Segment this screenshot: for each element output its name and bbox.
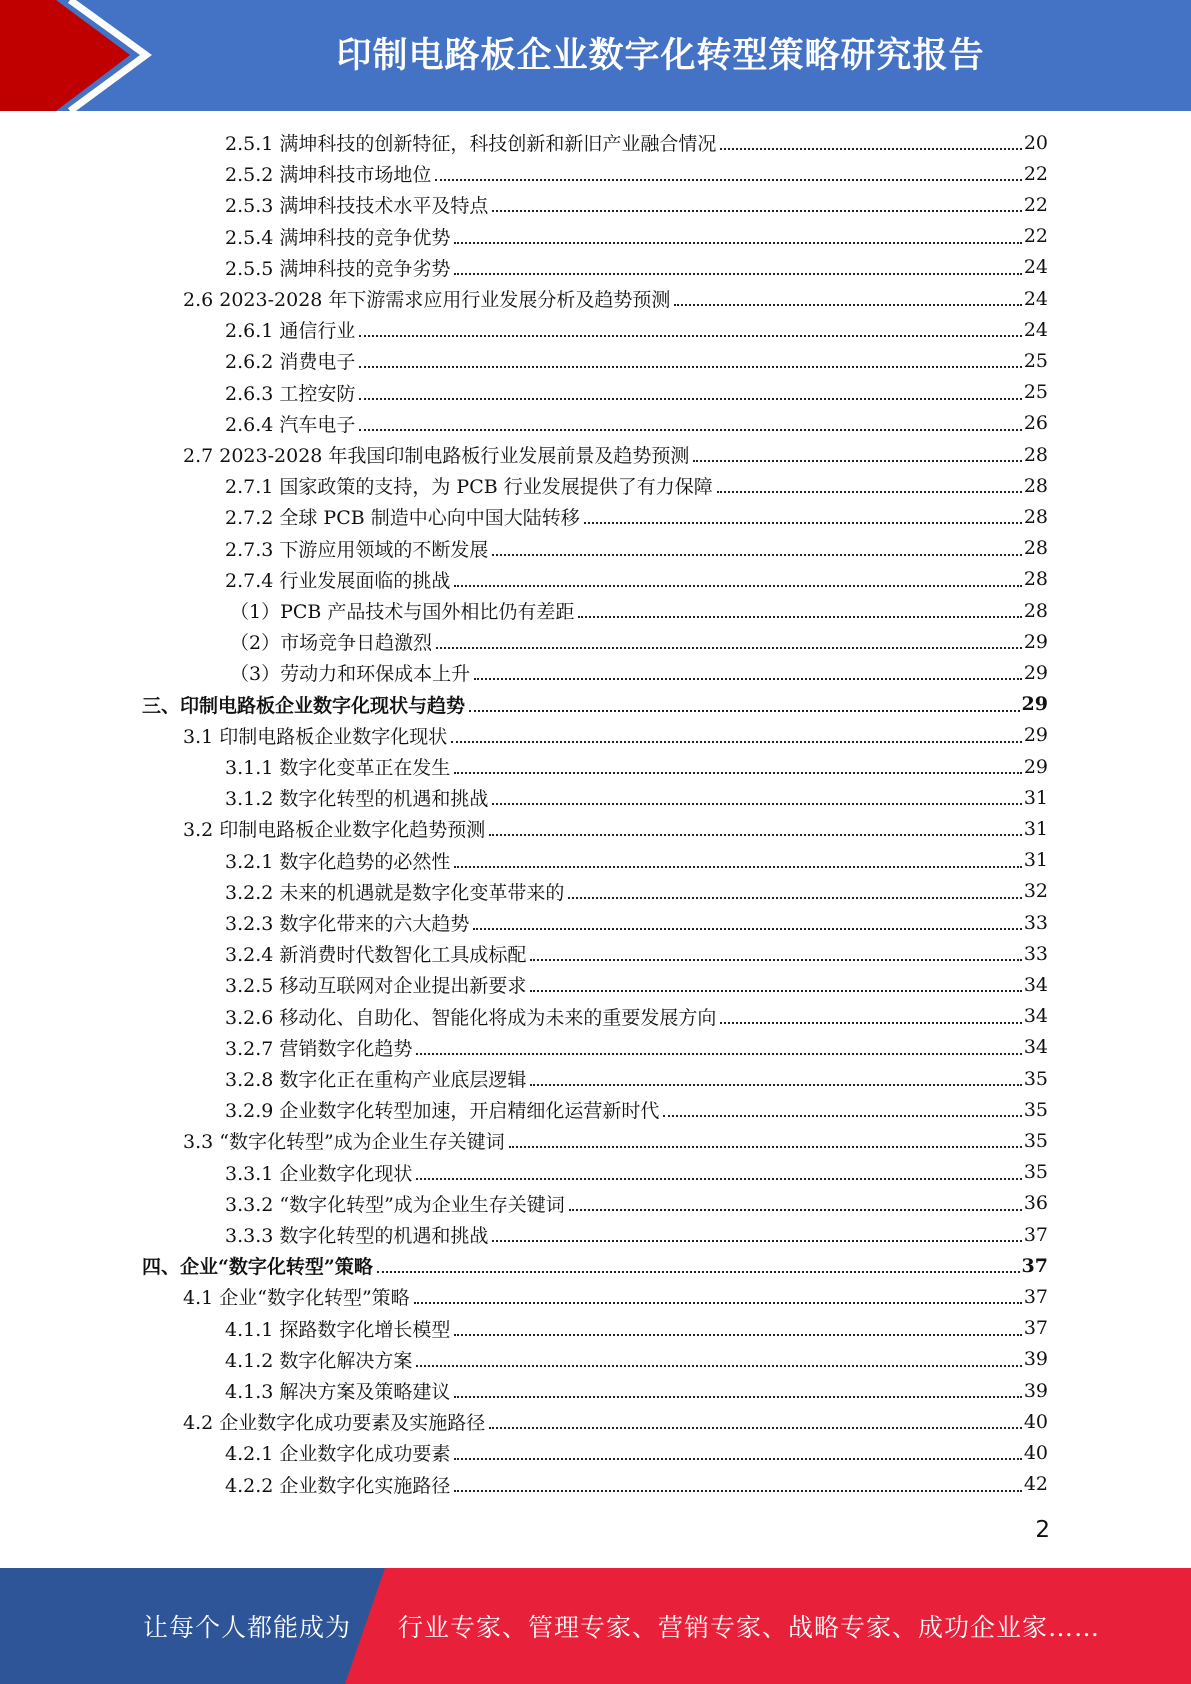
toc-entry[interactable] <box>225 314 1048 345</box>
toc-entry[interactable] <box>142 1250 1048 1281</box>
toc-dot-leader <box>509 1145 1022 1148</box>
toc-dot-leader <box>359 365 1021 368</box>
toc-entry[interactable] <box>225 1063 1048 1094</box>
toc-entry-page: 28 <box>1023 443 1048 466</box>
toc-entry-page: 28 <box>1023 474 1048 497</box>
toc-entry-page: 35 <box>1023 1098 1048 1121</box>
toc-entry[interactable] <box>230 657 1048 688</box>
toc-entry-title: 2.6.3 工控安防 <box>225 382 356 405</box>
toc-dot-leader <box>693 459 1021 462</box>
toc-entry[interactable] <box>142 689 1048 720</box>
toc-dot-leader <box>568 896 1021 899</box>
toc-entry-title: 2.6.4 汽车电子 <box>225 413 356 436</box>
toc-dot-leader <box>578 615 1021 618</box>
toc-entry-page: 28 <box>1023 568 1048 591</box>
toc-entry[interactable] <box>225 127 1048 158</box>
toc-entry[interactable] <box>183 813 1048 844</box>
toc-entry[interactable] <box>225 876 1048 907</box>
toc-dot-leader <box>663 1114 1021 1117</box>
toc-dot-leader <box>436 646 1022 649</box>
toc-dot-leader <box>454 1333 1021 1336</box>
page-footer <box>0 1568 1191 1684</box>
toc-entry-page: 24 <box>1023 256 1048 279</box>
toc-entry[interactable] <box>225 1188 1048 1219</box>
toc-entry[interactable] <box>225 1094 1048 1125</box>
toc-entry-title: 4.1 企业“数字化转型”策略 <box>183 1287 410 1310</box>
toc-dot-leader <box>454 771 1021 774</box>
toc-entry-page: 35 <box>1023 1129 1048 1152</box>
toc-entry[interactable] <box>183 439 1048 470</box>
toc-dot-leader <box>492 209 1021 212</box>
toc-entry-title: 3.1.2 数字化转型的机遇和挑战 <box>225 788 489 811</box>
page-header <box>0 0 1191 111</box>
toc-entry[interactable] <box>225 1469 1048 1500</box>
toc-dot-leader <box>454 1395 1021 1398</box>
toc-entry[interactable] <box>225 408 1048 439</box>
toc-dot-leader <box>584 521 1022 524</box>
toc-dot-leader <box>359 334 1021 337</box>
toc-dot-leader <box>530 958 1021 961</box>
toc-entry-title: 3.1.1 数字化变革正在发生 <box>225 757 451 779</box>
toc-entry[interactable] <box>183 1281 1048 1312</box>
toc-entry[interactable] <box>225 1313 1048 1344</box>
toc-entry-title: 2.5.2 满坤科技市场地位 <box>225 164 432 187</box>
toc-entry-page: 37 <box>1021 1254 1048 1277</box>
toc-entry-page: 32 <box>1023 880 1048 903</box>
toc-entry-page: 40 <box>1023 1441 1048 1464</box>
toc-dot-leader <box>473 927 1021 930</box>
toc-entry[interactable] <box>225 377 1048 408</box>
toc-dot-leader <box>720 147 1021 150</box>
toc-entry[interactable] <box>225 158 1048 189</box>
toc-entry-title: 3.3.3 数字化转型的机遇和挑战 <box>225 1225 489 1247</box>
toc-entry[interactable] <box>225 751 1048 782</box>
toc-dot-leader <box>569 1208 1022 1211</box>
toc-entry-page: 29 <box>1021 693 1048 716</box>
toc-entry-title: 三、印制电路板企业数字化现状与趋势 <box>142 694 466 717</box>
footer-slogan-right: 行业专家、管理专家、营销专家、战略专家、成功企业家…… <box>398 1613 1101 1642</box>
page-number: 2 <box>1035 1517 1050 1543</box>
toc-dot-leader <box>451 740 1022 743</box>
toc-entry-title: 2.7.2 全球 PCB 制造中心向中国大陆转移 <box>225 507 580 530</box>
toc-entry-page: 33 <box>1023 942 1048 965</box>
toc-entry-title: 4.2 企业数字化成功要素及实施路径 <box>183 1412 486 1435</box>
toc-entry-page: 35 <box>1023 1161 1048 1184</box>
toc-entry[interactable] <box>225 1437 1048 1468</box>
toc-entry-title: 3.3 “数字化转型”成为企业生存关键词 <box>183 1131 505 1154</box>
toc-entry-page: 36 <box>1023 1192 1048 1215</box>
toc-entry[interactable] <box>225 221 1048 252</box>
toc-entry-title: 3.2.1 数字化趋势的必然性 <box>225 850 451 873</box>
toc-entry-title: （3）劳动力和环保成本上升 <box>230 663 471 686</box>
toc-entry-page: 29 <box>1023 724 1048 747</box>
toc-entry-page: 29 <box>1023 661 1048 684</box>
toc-dot-leader <box>474 677 1022 680</box>
toc-entry-title: 4.2.2 企业数字化实施路径 <box>225 1474 451 1497</box>
toc-entry-title: 2.7 2023-2028 年我国印制电路板行业发展前景及趋势预测 <box>183 445 690 467</box>
toc-entry-title: 2.5.1 满坤科技的创新特征，科技创新和新旧产业融合情况 <box>225 133 717 155</box>
toc-entry-title: 3.3.1 企业数字化现状 <box>225 1162 413 1185</box>
toc-entry-title: 2.5.3 满坤科技技术水平及特点 <box>225 195 489 218</box>
toc-entry-title: 3.2.5 移动互联网对企业提出新要求 <box>225 975 527 998</box>
toc-entry-page: 35 <box>1023 1067 1048 1090</box>
toc-entry-page: 28 <box>1023 505 1048 528</box>
toc-dot-leader <box>492 553 1021 556</box>
toc-entry-title: （1）PCB 产品技术与国外相比仍有差距 <box>230 601 575 623</box>
toc-entry-page: 31 <box>1023 849 1048 872</box>
toc-entry-title: （2）市场竞争日趋激烈 <box>230 632 433 655</box>
toc-entry-page: 20 <box>1023 131 1048 154</box>
footer-slogan-left: 让每个人都能成为 <box>143 1613 352 1642</box>
toc-entry-page: 33 <box>1023 911 1048 934</box>
toc-entry[interactable] <box>225 1157 1048 1188</box>
toc-dot-leader <box>377 1270 1020 1273</box>
toc-entry-page: 24 <box>1023 318 1048 341</box>
toc-entry-title: 3.2.8 数字化正在重构产业底层逻辑 <box>225 1069 527 1091</box>
toc-entry-page: 29 <box>1023 630 1048 653</box>
toc-entry[interactable] <box>225 1032 1048 1063</box>
report-title: 印制电路板企业数字化转型策略研究报告 <box>336 36 985 76</box>
toc-dot-leader <box>359 397 1021 400</box>
toc-entry-title: 3.2.4 新消费时代数智化工具成标配 <box>225 944 527 967</box>
toc-entry-page: 34 <box>1023 1005 1048 1028</box>
toc-entry[interactable] <box>230 626 1048 657</box>
toc-entry[interactable] <box>183 720 1048 751</box>
toc-entry-title: 3.2.2 未来的机遇就是数字化变革带来的 <box>225 881 565 904</box>
toc-entry[interactable] <box>225 845 1048 876</box>
toc-entry-title: 2.7.4 行业发展面临的挑战 <box>225 569 451 592</box>
toc-entry[interactable] <box>225 252 1048 283</box>
toc-dot-leader <box>454 1489 1021 1492</box>
toc-dot-leader <box>359 428 1021 431</box>
toc-entry-title: 4.1.1 探路数字化增长模型 <box>225 1318 451 1341</box>
toc-entry-page: 39 <box>1023 1379 1048 1402</box>
toc-entry-title: 3.2 印制电路板企业数字化趋势预测 <box>183 819 486 842</box>
header-chevron-decoration <box>0 0 160 111</box>
toc-entry-page: 22 <box>1023 225 1048 248</box>
toc-entry-page: 25 <box>1023 349 1048 372</box>
toc-entry[interactable] <box>225 501 1048 532</box>
toc-entry-page: 25 <box>1023 381 1048 404</box>
toc-dot-leader <box>469 709 1020 712</box>
toc-dot-leader <box>674 303 1021 306</box>
toc-entry[interactable] <box>225 533 1048 564</box>
toc-dot-leader <box>454 584 1021 587</box>
toc-entry-title: 2.5.5 满坤科技的竞争劣势 <box>225 257 451 280</box>
toc-entry-title: 2.5.4 满坤科技的竞争优势 <box>225 226 451 249</box>
toc-entry-title: 4.1.2 数字化解决方案 <box>225 1349 413 1372</box>
toc-entry-page: 37 <box>1023 1223 1048 1246</box>
toc-dot-leader <box>416 1177 1021 1180</box>
toc-entry[interactable] <box>225 782 1048 813</box>
toc-dot-leader <box>720 1021 1021 1024</box>
toc-entry-page: 29 <box>1023 755 1048 778</box>
toc-entry[interactable] <box>230 595 1048 626</box>
toc-entry-title: 3.2.6 移动化、自助化、智能化将成为未来的重要发展方向 <box>225 1006 717 1029</box>
toc-entry-page: 40 <box>1023 1410 1048 1433</box>
toc-entry[interactable] <box>225 345 1048 376</box>
toc-entry-page: 26 <box>1023 412 1048 435</box>
toc-dot-leader <box>454 272 1021 275</box>
toc-entry[interactable] <box>225 938 1048 969</box>
toc-entry-title: 3.2.9 企业数字化转型加速，开启精细化运营新时代 <box>225 1100 660 1123</box>
toc-entry-title: 四、企业“数字化转型”策略 <box>142 1256 373 1279</box>
toc-entry-title: 3.3.2 “数字化转型”成为企业生存关键词 <box>225 1193 565 1216</box>
toc-entry[interactable] <box>225 564 1048 595</box>
toc-dot-leader <box>717 490 1022 493</box>
toc-entry[interactable] <box>225 470 1048 501</box>
toc-entry[interactable] <box>225 969 1048 1000</box>
toc-entry-title: 3.1 印制电路板企业数字化现状 <box>183 725 448 748</box>
toc-entry[interactable] <box>225 1001 1048 1032</box>
toc-entry-title: 2.6.2 消费电子 <box>225 351 356 374</box>
toc-dot-leader <box>435 178 1021 181</box>
toc-entry-page: 22 <box>1023 162 1048 185</box>
toc-dot-leader <box>492 1239 1021 1242</box>
toc-entry-page: 34 <box>1023 973 1048 996</box>
toc-entry-page: 28 <box>1023 599 1048 622</box>
toc-entry[interactable] <box>183 1406 1048 1437</box>
toc-dot-leader <box>414 1301 1022 1304</box>
toc-entry-title: 3.2.3 数字化带来的六大趋势 <box>225 913 470 935</box>
toc-dot-leader <box>492 802 1021 805</box>
toc-dot-leader <box>454 1457 1021 1460</box>
toc-entry[interactable] <box>183 283 1048 314</box>
toc-entry-title: 2.7.3 下游应用领域的不断发展 <box>225 538 489 561</box>
toc-dot-leader <box>530 1083 1021 1086</box>
toc-dot-leader <box>530 989 1021 992</box>
toc-dot-leader <box>416 1052 1021 1055</box>
toc-entry-page: 42 <box>1023 1473 1048 1496</box>
toc-entry-page: 31 <box>1023 786 1048 809</box>
toc-entry-page: 22 <box>1023 193 1048 216</box>
toc-dot-leader <box>454 865 1021 868</box>
toc-entry-page: 34 <box>1023 1036 1048 1059</box>
toc-entry-title: 3.2.7 营销数字化趋势 <box>225 1037 413 1060</box>
toc-dot-leader <box>489 833 1022 836</box>
toc-entry-title: 2.6.1 通信行业 <box>225 320 356 343</box>
toc-entry[interactable] <box>225 189 1048 220</box>
toc-entry-title: 4.2.1 企业数字化成功要素 <box>225 1443 451 1466</box>
toc-entry-page: 31 <box>1023 817 1048 840</box>
toc-dot-leader <box>416 1364 1021 1367</box>
toc-dot-leader <box>454 241 1021 244</box>
toc-dot-leader <box>489 1426 1022 1429</box>
toc-entry-title: 4.1.3 解决方案及策略建议 <box>225 1381 451 1403</box>
toc-entry[interactable] <box>225 1344 1048 1375</box>
toc-entry[interactable] <box>225 1219 1048 1250</box>
toc-entry-title: 2.7.1 国家政策的支持，为 PCB 行业发展提供了有力保障 <box>225 476 713 499</box>
toc-entry-page: 28 <box>1023 537 1048 560</box>
toc-entry-page: 39 <box>1023 1348 1048 1371</box>
toc-entry[interactable] <box>183 1125 1048 1156</box>
toc-entry[interactable] <box>225 907 1048 938</box>
toc-entry-page: 37 <box>1023 1285 1048 1308</box>
toc-entry-page: 37 <box>1023 1317 1048 1340</box>
toc-entry-page: 24 <box>1023 287 1048 310</box>
toc-entry[interactable] <box>225 1375 1048 1406</box>
toc-entry-title: 2.6 2023-2028 年下游需求应用行业发展分析及趋势预测 <box>183 289 671 311</box>
